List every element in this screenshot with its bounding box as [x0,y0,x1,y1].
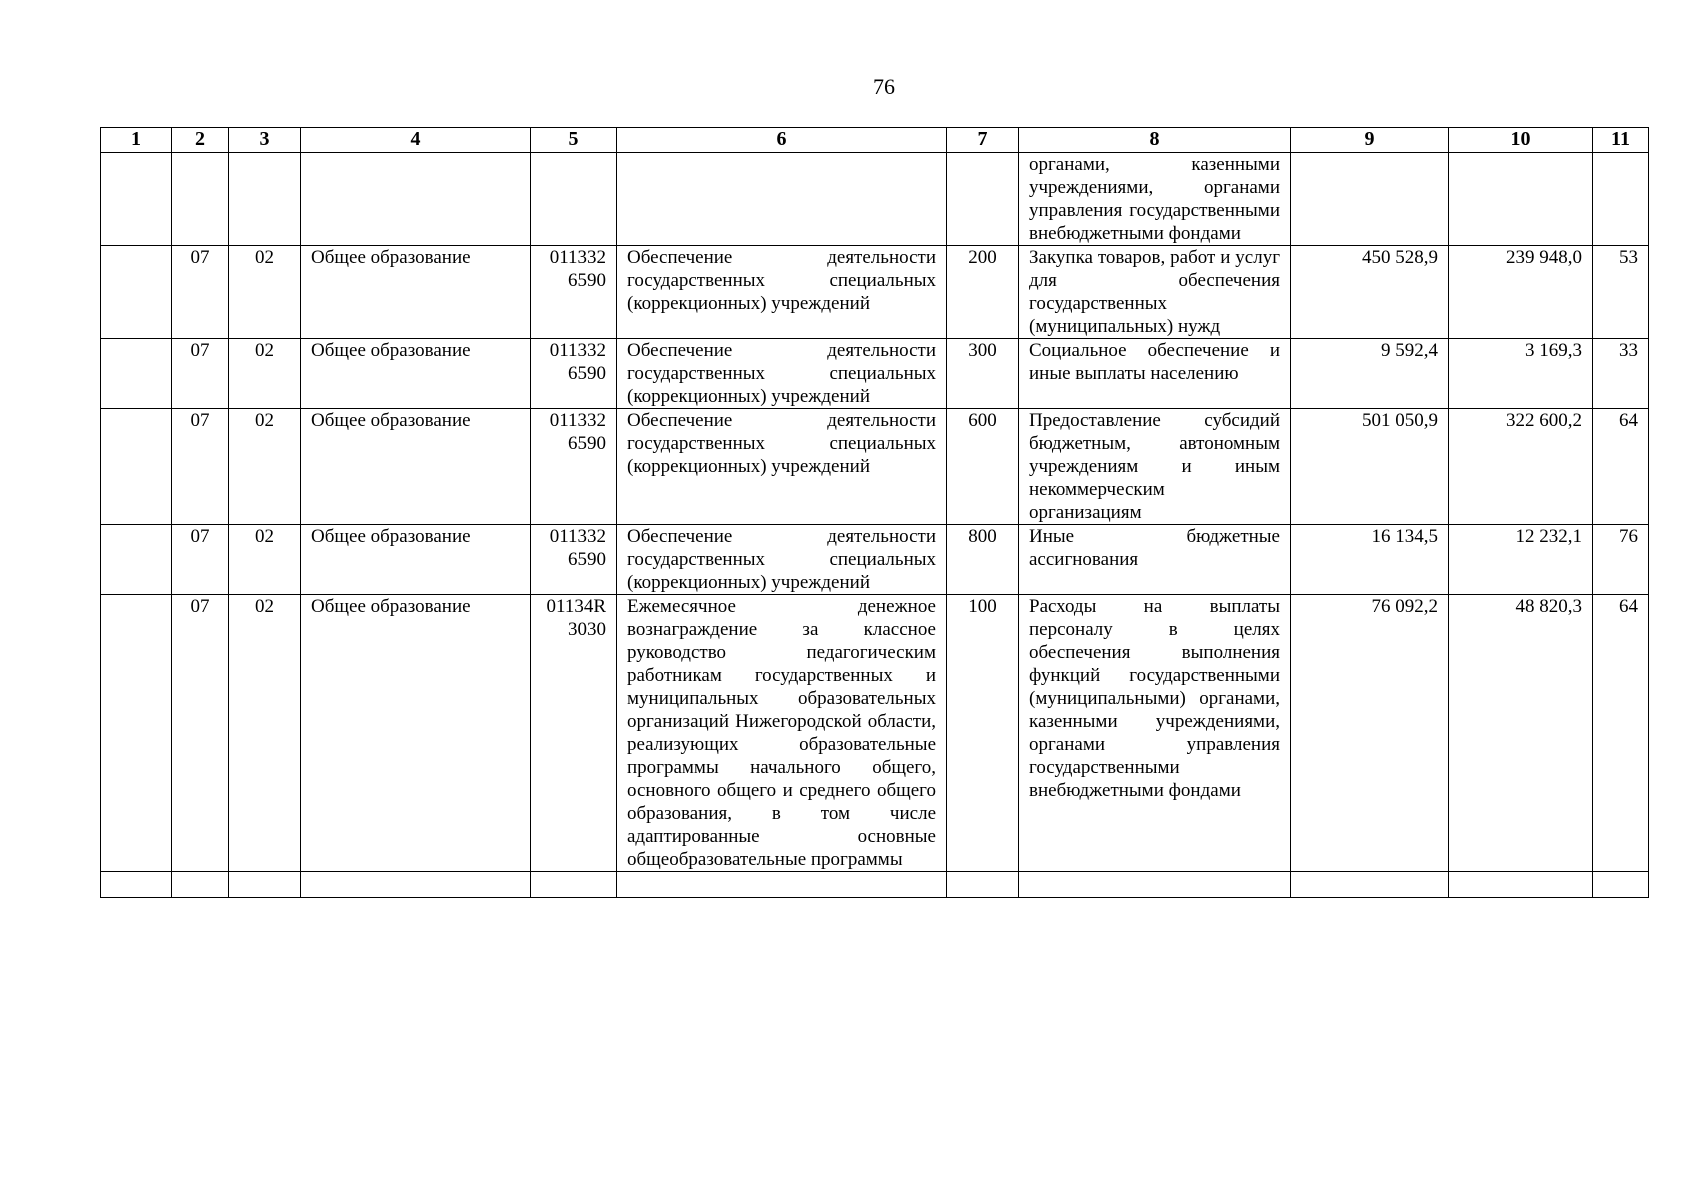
cell-expense-name [1019,872,1291,898]
cell-expense-name: органами, казенными учреждениями, органами управления государственными внебюджетными фондами [1019,153,1291,246]
cell-actual: 3 169,3 [1449,339,1593,409]
budget-table [100,127,1649,898]
cell-section-name: Общее образование [301,246,531,339]
cell-expense-type: 600 [947,409,1019,525]
cell-percent [1593,153,1649,246]
cell-section: 07 [172,409,229,525]
cell-target-name [617,872,947,898]
cell-actual [1449,153,1593,246]
cell-percent: 33 [1593,339,1649,409]
column-header: 9 [1291,128,1449,153]
cell-section-name [301,872,531,898]
cell-expense-type: 800 [947,525,1019,595]
cell-expense-type: 200 [947,246,1019,339]
cell-section: 07 [172,339,229,409]
cell-number [101,153,172,246]
cell-plan: 76 092,2 [1291,595,1449,872]
cell-section-name: Общее образование [301,595,531,872]
cell-section [172,153,229,246]
cell-section: 07 [172,525,229,595]
column-header: 4 [301,128,531,153]
column-header: 8 [1019,128,1291,153]
cell-section-name: Общее образование [301,339,531,409]
cell-expense-name: Расходы на выплаты персоналу в целях обеспечения выполнения функций государственными (муниципальными) органами, казенными учреждениями, органами управления государственными внебюджетными фондами [1019,595,1291,872]
cell-expense-name: Закупка товаров, работ и услуг для обеспечения государственных (муниципальных) нужд [1019,246,1291,339]
cell-expense-type [947,872,1019,898]
cell-expense-type: 300 [947,339,1019,409]
cell-actual: 239 948,0 [1449,246,1593,339]
table-row [101,595,1649,872]
cell-section-name [301,153,531,246]
table-row [101,409,1649,525]
cell-percent: 53 [1593,246,1649,339]
cell-target-code: 0113326590 [531,339,617,409]
cell-percent: 64 [1593,409,1649,525]
cell-subsection [229,153,301,246]
cell-percent: 64 [1593,595,1649,872]
cell-number [101,246,172,339]
header-row [101,128,1649,153]
table-row [101,525,1649,595]
cell-section: 07 [172,246,229,339]
cell-expense-name: Социальное обеспечение и иные выплаты населению [1019,339,1291,409]
cell-plan: 501 050,9 [1291,409,1449,525]
cell-target-code: 0113326590 [531,246,617,339]
cell-plan: 450 528,9 [1291,246,1449,339]
cell-target-name [617,153,947,246]
cell-actual [1449,872,1593,898]
column-header: 10 [1449,128,1593,153]
cell-target-name: Обеспечение деятельности государственных специальных (коррекционных) учреждений [617,339,947,409]
cell-plan: 9 592,4 [1291,339,1449,409]
cell-percent: 76 [1593,525,1649,595]
cell-target-code: 01134R3030 [531,595,617,872]
cell-subsection: 02 [229,595,301,872]
cell-subsection: 02 [229,525,301,595]
cell-section-name: Общее образование [301,525,531,595]
cell-target-code: 0113326590 [531,409,617,525]
column-header: 2 [172,128,229,153]
cell-target-code: 0113326590 [531,525,617,595]
cell-subsection: 02 [229,246,301,339]
cell-actual: 322 600,2 [1449,409,1593,525]
column-header: 3 [229,128,301,153]
cell-section: 07 [172,595,229,872]
cell-subsection: 02 [229,339,301,409]
cell-percent [1593,872,1649,898]
table-row [101,246,1649,339]
cell-expense-name: Предоставление субсидий бюджетным, автономным учреждениям и иным некоммерческим организациям [1019,409,1291,525]
cell-expense-type: 100 [947,595,1019,872]
cell-plan: 16 134,5 [1291,525,1449,595]
cell-expense-type [947,153,1019,246]
column-header: 1 [101,128,172,153]
column-header: 5 [531,128,617,153]
cell-number [101,409,172,525]
cell-number [101,525,172,595]
cell-subsection [229,872,301,898]
cell-number [101,595,172,872]
cell-section-name: Общее образование [301,409,531,525]
column-header: 7 [947,128,1019,153]
cell-target-code [531,153,617,246]
cell-target-name: Обеспечение деятельности государственных специальных (коррекционных) учреждений [617,525,947,595]
cell-target-name: Обеспечение деятельности государственных специальных (коррекционных) учреждений [617,409,947,525]
table-row [101,872,1649,898]
cell-number [101,872,172,898]
cell-plan [1291,153,1449,246]
cell-section [172,872,229,898]
page-number: 76 [873,74,895,99]
cell-target-code [531,872,617,898]
cell-plan [1291,872,1449,898]
table-row [101,339,1649,409]
column-header: 6 [617,128,947,153]
cell-subsection: 02 [229,409,301,525]
cell-target-name: Обеспечение деятельности государственных специальных (коррекционных) учреждений [617,246,947,339]
cell-actual: 12 232,1 [1449,525,1593,595]
column-header: 11 [1593,128,1649,153]
cell-target-name: Ежемесячное денежное вознаграждение за классное руководство педагогическим работникам государственных и муниципальных образовательных организаций Нижегородской области, реализующих образовательные программы начального общего, основного общего и среднего общего образования, в том числе адаптированные основные общеобразовательные программы [617,595,947,872]
table-row [101,153,1649,246]
cell-number [101,339,172,409]
cell-expense-name: Иные бюджетные ассигнования [1019,525,1291,595]
cell-actual: 48 820,3 [1449,595,1593,872]
